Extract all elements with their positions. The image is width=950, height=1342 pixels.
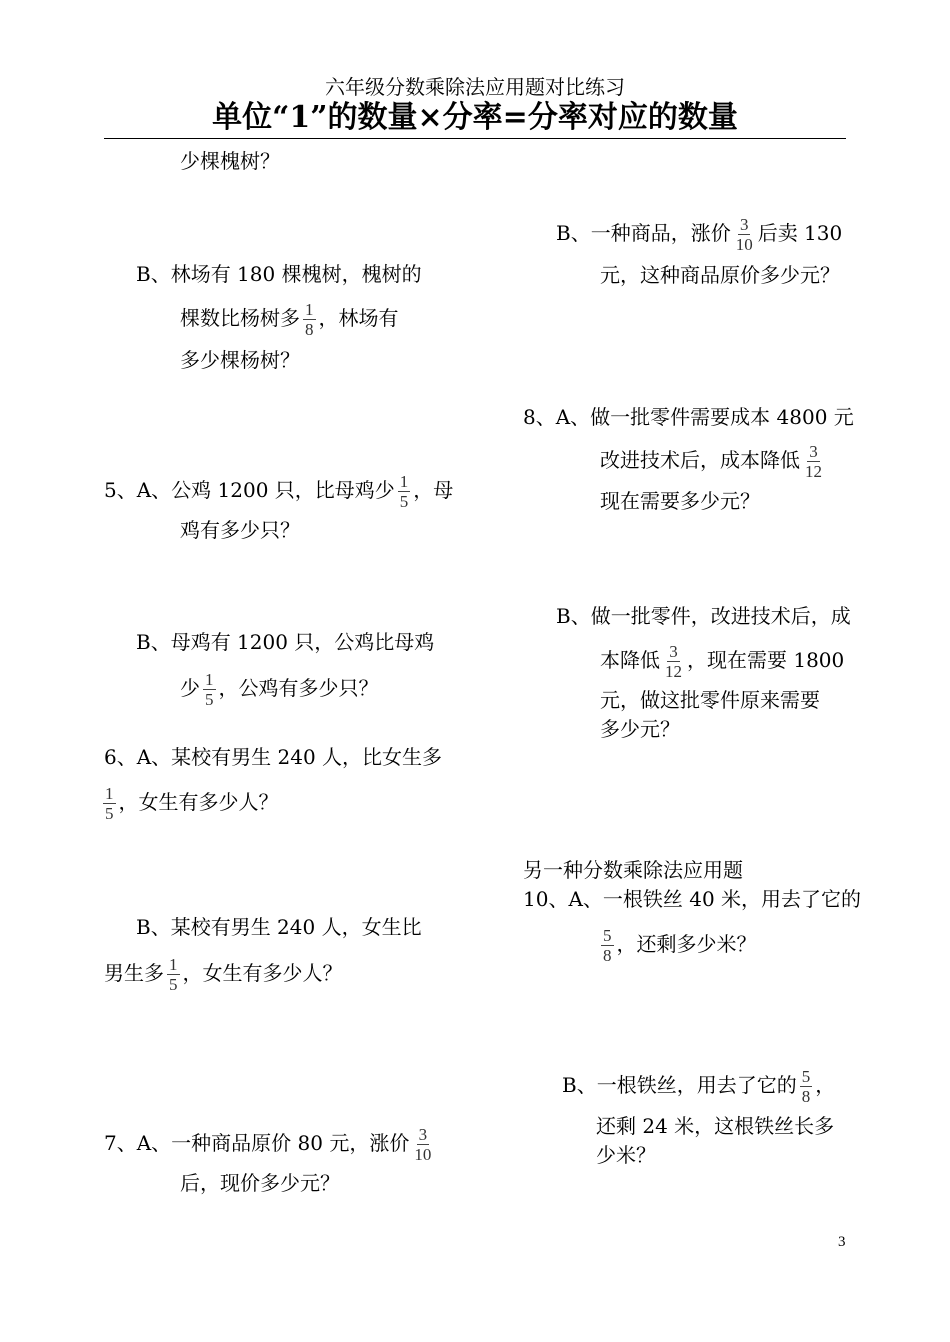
problem-8b-line3: 元，做这批零件原来需要 [600, 688, 820, 712]
problem-8a-line3: 现在需要多少元？ [600, 489, 760, 513]
problem-5a-line2: 鸡有多少只？ [180, 518, 300, 542]
problem-7b-line1 [556, 215, 843, 254]
problem-10a-line2 [598, 926, 757, 965]
text: ，现在需要 1800 [687, 648, 845, 672]
problem-6a-line1: 6、A、某校有男生 240 人，比女生多 [104, 745, 443, 769]
text: B、一根铁丝，用去了它的 [562, 1073, 797, 1097]
problem-10b-line2: 还剩 24 米，这根铁丝长多 [596, 1114, 835, 1138]
text: ， [815, 1073, 836, 1097]
problem-4b-line1: B、林场有 180 棵槐树，槐树的 [136, 262, 422, 286]
text: 男生多 [104, 961, 164, 985]
fraction: $\frac{1}{5}$ [399, 472, 409, 511]
text: 5、A、公鸡 1200 只，比母鸡少 [104, 478, 395, 502]
problem-7a-line1 [104, 1125, 436, 1164]
fraction: $\frac{5}{8}$ [603, 926, 612, 965]
problem-5b-line1: B、母鸡有 1200 只，公鸡比母鸡 [136, 630, 435, 654]
problem-8b-line2 [600, 642, 845, 681]
text: 棵数比杨树多 [180, 306, 300, 330]
text: 后卖 130 [757, 221, 843, 245]
problem-5b-line2 [180, 670, 379, 709]
text: 7、A、一种商品原价 80 元，涨价 [104, 1131, 410, 1155]
problem-4b-line2 [180, 300, 399, 339]
text: B、一种商品，涨价 [556, 221, 731, 245]
problem-10b-line3: 少米？ [596, 1143, 656, 1167]
problem-5a-line1 [104, 472, 454, 511]
text: ，母 [413, 478, 454, 502]
fraction: $\frac{5}{8}$ [801, 1067, 811, 1106]
fraction: $\frac{3}{10}$ [735, 215, 753, 254]
fraction: $\frac{1}{5}$ [169, 955, 178, 994]
header-rule [104, 138, 846, 139]
problem-6a-line2 [100, 784, 279, 823]
problem-10a-line1: 10、A、一根铁丝 40 米，用去了它的 [523, 887, 862, 911]
section-heading: 另一种分数乘除法应用题 [523, 858, 743, 882]
text: ，公鸡有多少只？ [218, 676, 379, 700]
text: ，女生有多少人？ [118, 790, 279, 814]
problem-8a-line1: 8、A、做一批零件需要成本 4800 元 [523, 405, 854, 429]
problem-4a-continuation: 少棵槐树？ [180, 149, 280, 173]
fraction: $\frac{3}{12}$ [665, 642, 682, 681]
problem-8a-line2 [600, 442, 827, 481]
problem-7b-line2: 元，这种商品原价多少元？ [600, 263, 840, 287]
text: ，女生有多少人？ [182, 961, 343, 985]
text: ，林场有 [318, 306, 399, 330]
text: ，还剩多少米？ [616, 932, 757, 956]
page-number: 3 [838, 1234, 846, 1250]
problem-7a-line2: 后，现价多少元？ [180, 1171, 340, 1195]
text: 改进技术后，成本降低 [600, 448, 800, 472]
text: 本降低 [600, 648, 660, 672]
text: 少 [180, 676, 200, 700]
fraction: $\frac{3}{10}$ [414, 1125, 432, 1164]
page-title: 单位“1”的数量×分率=分率对应的数量 [212, 100, 738, 135]
problem-10b-line1 [562, 1067, 836, 1106]
fraction: $\frac{1}{5}$ [205, 670, 214, 709]
problem-6b-line2 [104, 955, 343, 994]
problem-8b-line1: B、做一批零件，改进技术后，成 [556, 604, 851, 628]
problem-6b-line1: B、某校有男生 240 人，女生比 [136, 915, 422, 939]
page-subtitle: 六年级分数乘除法应用题对比练习 [325, 75, 625, 99]
problem-8b-line4: 多少元？ [600, 717, 680, 741]
problem-4b-line3: 多少棵杨树？ [180, 348, 300, 372]
fraction: $\frac{1}{5}$ [105, 784, 114, 823]
fraction: $\frac{1}{8}$ [305, 300, 314, 339]
fraction: $\frac{3}{12}$ [805, 442, 822, 481]
